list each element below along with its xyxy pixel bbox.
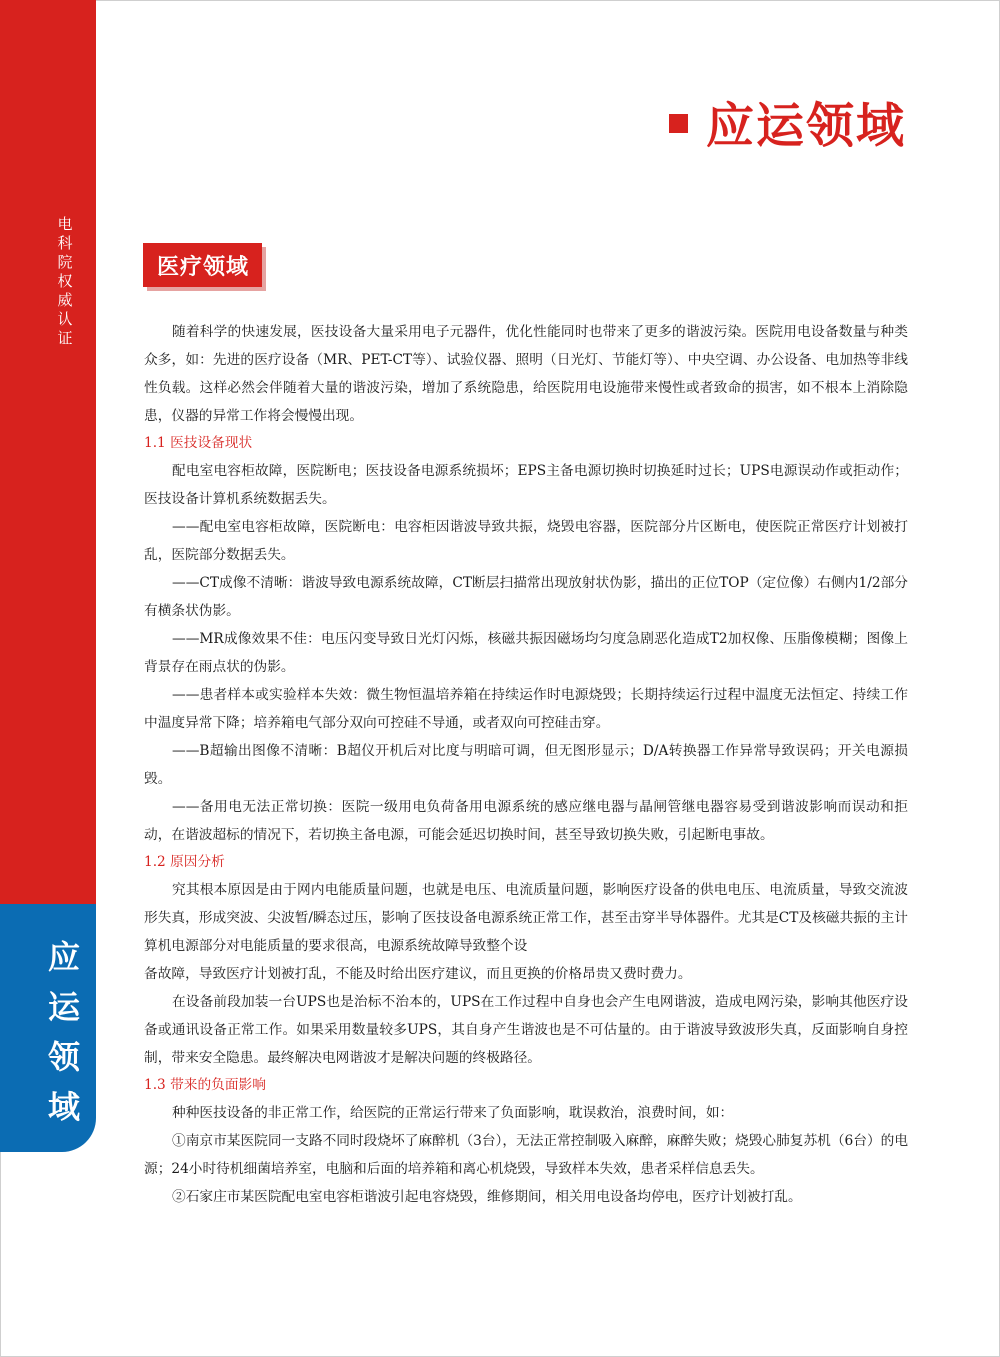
subheading-1-1: 1.1 医技设备现状 — [144, 435, 253, 451]
subheading-1-3: 1.3 带来的负面影响 — [144, 1077, 266, 1093]
section-badge: 医疗领域 — [143, 243, 262, 287]
paragraph: ——B超输出图像不清晰：B超仪开机后对比度与明暗可调，但无图形显示；D/A转换器工作异常导致误码；开关电源损毁。 — [144, 743, 908, 787]
paragraph-continuation: 备故障，导致医疗计划被打乱，不能及时给出医疗建议，而且更换的价格昂贵又费时费力。 — [144, 966, 692, 982]
paragraph: ②石家庄市某医院配电室电容柜谐波引起电容烧毁，维修期间，相关用电设备均停电，医疗计划被打乱。 — [172, 1189, 802, 1205]
article-body — [144, 318, 908, 1211]
sidebar-red-band — [0, 0, 96, 904]
square-bullet-icon — [669, 114, 688, 133]
sidebar-tab-title: 应运领域 — [47, 938, 80, 1126]
paragraph: 配电室电容柜故障，医院断电；医技设备电源系统损坏；EPS主备电源切换时切换延时过长；UPS电源误动作或拒动作；医技设备计算机系统数据丢失。 — [144, 463, 908, 507]
page-heading — [669, 88, 906, 154]
paragraph: 究其根本原因是由于网内电能质量问题，也就是电压、电流质量问题，影响医疗设备的供电电压、电流质量，导致交流波形失真，形成突波、尖波暂/瞬态过压，影响了医技设备电源系统正常工作，甚至击穿半导体器件。尤其是CT及核磁共振的主计算机电源部分对电能质量的要求很高，电源系统故障导致整个设 — [144, 882, 908, 954]
paragraph: ——MR成像效果不佳：电压闪变导致日光灯闪烁，核磁共振因磁场均匀度急剧恶化造成T2加权像、压脂像模糊；图像上背景存在雨点状的伪影。 — [144, 631, 908, 675]
paragraph: ——CT成像不清晰：谐波导致电源系统故障，CT断层扫描常出现放射状伪影，描出的正位TOP（定位像）右侧内1/2部分有横条状伪影。 — [144, 575, 908, 619]
paragraph: ——患者样本或实验样本失效：微生物恒温培养箱在持续运作时电源烧毁；长期持续运行过程中温度无法恒定、持续工作中温度异常下降；培养箱电气部分双向可控硅不导通，或者双向可控硅击穿。 — [144, 687, 908, 731]
sidebar-blue-tab — [0, 904, 96, 1152]
paragraph: ——备用电无法正常切换：医院一级用电负荷备用电源系统的感应继电器与晶闸管继电器容易受到谐波影响而误动和拒动，在谐波超标的情况下，若切换主备电源，可能会延迟切换时间，甚至导致切换失败，引起断电事故。 — [144, 799, 908, 843]
paragraph: 种种医技设备的非正常工作，给医院的正常运行带来了负面影响，耽误救治，浪费时间，如： — [172, 1105, 734, 1121]
subheading-1-2: 1.2 原因分析 — [144, 854, 225, 870]
intro-paragraph: 随着科学的快速发展，医技设备大量采用电子元器件，优化性能同时也带来了更多的谐波污染。医院用电设备数量与种类众多，如：先进的医疗设备（MR、PET-CT等）、试验仪器、照明（日光灯、节能灯等）、中央空调、办公设备、电加热等非线性负载。这样必然会伴随着大量的谐波污染，增加了系统隐患，给医院用电设施带来慢性或者致命的损害，如不根本上消除隐患，仪器的异常工作将会慢慢出现。 — [144, 324, 908, 424]
paragraph: 在设备前段加装一台UPS也是治标不治本的，UPS在工作过程中自身也会产生电网谐波，造成电网污染，影响其他医疗设备或通讯设备正常工作。如果采用数量较多UPS，其自身产生谐波也是不可估量的。由于谐波导致波形失真，反面影响自身控制，带来安全隐患。最终解决电网谐波才是解决问题的终极路径。 — [144, 994, 908, 1066]
page-title: 应运领域 — [705, 97, 906, 154]
paragraph: ①南京市某医院同一支路不同时段烧坏了麻醉机（3台），无法正常控制吸入麻醉，麻醉失败；烧毁心肺复苏机（6台）的电源；24小时待机细菌培养室，电脑和后面的培养箱和离心机烧毁，导致样本失效，患者采样信息丢失。 — [144, 1133, 909, 1177]
paragraph: ——配电室电容柜故障，医院断电：电容柜因谐波导致共振，烧毁电容器，医院部分片区断电，使医院正常医疗计划被打乱，医院部分数据丢失。 — [144, 519, 908, 563]
sidebar-vertical-label: 电科院权威认证 — [57, 215, 73, 347]
